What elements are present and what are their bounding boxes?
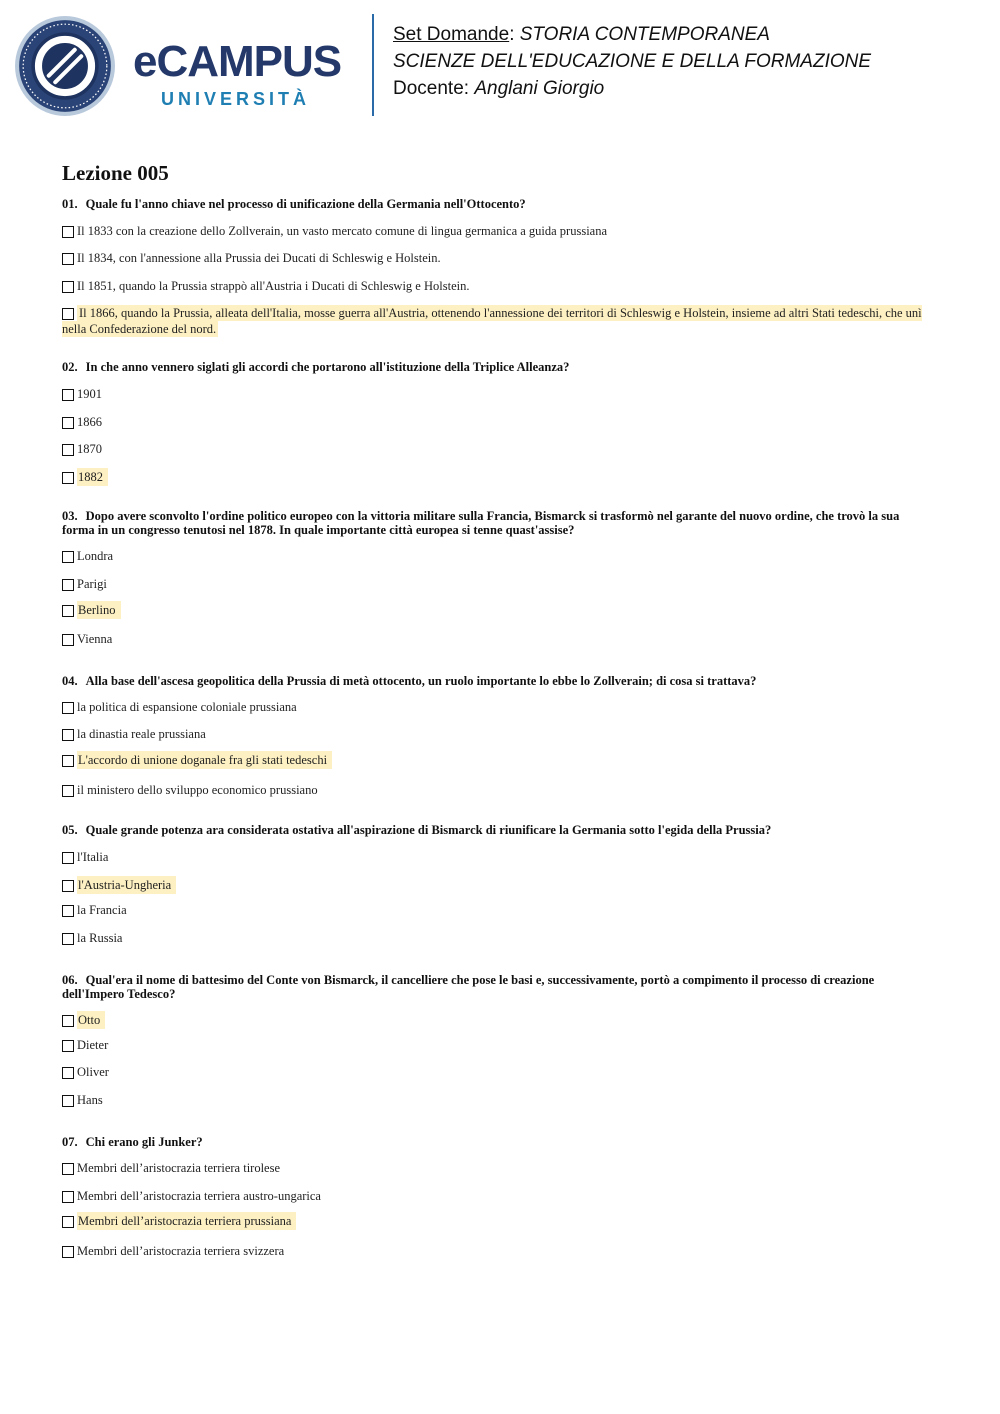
option-text: Il 1851, quando la Prussia strappò all'Austria i Ducati di Schleswig e Holstein. <box>77 279 470 293</box>
answer-option-correct[interactable] <box>62 603 932 618</box>
checkbox[interactable] <box>62 1015 74 1027</box>
checkbox[interactable] <box>62 253 74 265</box>
answer-option-correct[interactable] <box>62 1214 932 1229</box>
question-number: 05. <box>62 823 78 837</box>
answer-option[interactable] <box>62 903 932 918</box>
question-number: 03. <box>62 509 78 523</box>
answer-option[interactable] <box>62 442 932 457</box>
checkbox[interactable] <box>62 729 74 741</box>
question-text: Qual'era il nome di battesimo del Conte von Bismarck, il cancelliere che pose le basi e, successivamente, portò a compimento il processo di creazione dell'Impero Tedesco? <box>62 973 875 1001</box>
teacher-label: Docente: <box>393 78 470 99</box>
checkbox[interactable] <box>62 634 74 646</box>
option-text-highlighted: Berlino <box>77 601 121 619</box>
question-number: 07. <box>62 1135 78 1149</box>
checkbox[interactable] <box>62 1191 74 1203</box>
question-number: 06. <box>62 973 78 987</box>
option-text: Dieter <box>77 1038 109 1052</box>
checkbox[interactable] <box>62 1246 74 1258</box>
option-text: la Russia <box>77 931 123 945</box>
header-teacher-line <box>393 77 604 101</box>
checkbox[interactable] <box>62 551 74 563</box>
checkbox[interactable] <box>62 1216 74 1228</box>
checkbox[interactable] <box>62 308 74 320</box>
answer-option[interactable] <box>62 700 932 715</box>
answer-option-correct[interactable] <box>62 878 932 893</box>
brand-logo <box>133 38 357 114</box>
checkbox[interactable] <box>62 1163 74 1175</box>
answer-option[interactable] <box>62 1189 932 1204</box>
option-text-highlighted: Membri dell’aristocrazia terriera prussiana <box>77 1212 296 1230</box>
option-text: Membri dell’aristocrazia terriera svizzera <box>77 1244 285 1258</box>
brand-name: eCAMPUS <box>133 37 342 86</box>
option-text: Il 1834, con l'annessione alla Prussia dei Ducati di Schleswig e Holstein. <box>77 251 441 265</box>
answer-option[interactable] <box>62 632 932 647</box>
checkbox[interactable] <box>62 880 74 892</box>
checkbox[interactable] <box>62 933 74 945</box>
university-seal-logo <box>14 15 116 117</box>
checkbox[interactable] <box>62 905 74 917</box>
header-course <box>393 50 871 74</box>
set-value: STORIA CONTEMPORANEA <box>519 24 770 45</box>
option-text: Il 1833 con la creazione dello Zollverain, un vasto mercato comune di lingua germanica a guida prussiana <box>77 224 608 238</box>
course-name: SCIENZE DELL'EDUCAZIONE E DELLA FORMAZIONE <box>393 51 872 72</box>
answer-option[interactable] <box>62 549 932 564</box>
answer-option[interactable] <box>62 224 932 239</box>
question-text: Quale fu l'anno chiave nel processo di unificazione della Germania nell'Ottocento? <box>85 197 526 211</box>
answer-option[interactable] <box>62 279 932 294</box>
option-text: Membri dell’aristocrazia terriera tirolese <box>77 1161 281 1175</box>
answer-option[interactable] <box>62 577 932 592</box>
brand-subtitle: UNIVERSITÀ <box>161 89 311 109</box>
option-text: Oliver <box>77 1065 109 1079</box>
checkbox[interactable] <box>62 755 74 767</box>
question-04 <box>62 675 922 689</box>
checkbox[interactable] <box>62 852 74 864</box>
checkbox[interactable] <box>62 605 74 617</box>
set-label: Set Domande <box>393 24 510 45</box>
lesson-title: Lezione 005 <box>62 161 169 185</box>
option-text-highlighted: l'Austria-Ungheria <box>77 876 176 894</box>
option-text: Membri dell’aristocrazia terriera austro-ungarica <box>77 1189 321 1203</box>
answer-option[interactable] <box>62 387 932 402</box>
question-01 <box>62 198 922 212</box>
option-text-highlighted: Il 1866, quando la Prussia, alleata dell'Italia, mosse guerra all'Austria, ottenendo l'annessione dei territori di Schleswig e Holstein, insieme ad altri Stati tedeschi, che unì nella Confederazione del nord. <box>62 306 922 336</box>
question-03 <box>62 510 922 537</box>
answer-option[interactable] <box>62 1065 932 1080</box>
checkbox[interactable] <box>62 1095 74 1107</box>
question-02 <box>62 361 922 375</box>
option-text: Vienna <box>77 632 113 646</box>
checkbox[interactable] <box>62 579 74 591</box>
answer-option[interactable] <box>62 783 932 798</box>
option-text: Hans <box>77 1093 103 1107</box>
option-text: la dinastia reale prussiana <box>77 727 206 741</box>
option-text-highlighted: L'accordo di unione doganale fra gli stati tedeschi <box>77 751 332 769</box>
answer-option-correct[interactable] <box>62 1013 932 1028</box>
answer-option[interactable] <box>62 931 932 946</box>
option-text: la politica di espansione coloniale prussiana <box>77 700 297 714</box>
checkbox[interactable] <box>62 702 74 714</box>
answer-option-correct[interactable] <box>62 470 932 485</box>
page-header <box>0 0 1000 130</box>
question-05 <box>62 824 922 838</box>
option-text: 1901 <box>77 387 102 401</box>
checkbox[interactable] <box>62 389 74 401</box>
question-text: Chi erano gli Junker? <box>85 1135 203 1149</box>
answer-option-correct[interactable] <box>62 753 932 768</box>
checkbox[interactable] <box>62 1040 74 1052</box>
question-07 <box>62 1136 922 1150</box>
option-text: Londra <box>77 549 114 563</box>
answer-option[interactable] <box>62 1161 932 1176</box>
checkbox[interactable] <box>62 417 74 429</box>
answer-option[interactable] <box>62 1244 932 1259</box>
answer-option[interactable] <box>62 415 932 430</box>
answer-option-correct[interactable] <box>62 306 932 337</box>
checkbox[interactable] <box>62 785 74 797</box>
option-text: 1866 <box>77 415 102 429</box>
question-text: Quale grande potenza ara considerata ostativa all'aspirazione di Bismarck di riunificare la Germania sotto l'egida della Prussia? <box>85 823 772 837</box>
option-text-highlighted: 1882 <box>77 468 108 486</box>
question-text: Alla base dell'ascesa geopolitica della Prussia di metà ottocento, un ruolo importante lo ebbe lo Zollverain; di cosa si trattava? <box>85 674 757 688</box>
question-number: 02. <box>62 360 78 374</box>
question-text: Dopo avere sconvolto l'ordine politico europeo con la vittoria militare sulla Francia, Bismarck si trasformò nel garante del nuovo ordine, che trovò la sua forma in un congresso tenutosi nel 1878. In quale importante città europea si tenne quast'assise? <box>62 509 900 537</box>
question-text: In che anno vennero siglati gli accordi che portarono all'istituzione della Triplice Alleanza? <box>85 360 570 374</box>
option-text: l'Italia <box>77 850 109 864</box>
option-text: 1870 <box>77 442 102 456</box>
header-divider <box>372 14 374 116</box>
teacher-name: Anglani Giorgio <box>474 78 605 99</box>
checkbox[interactable] <box>62 226 74 238</box>
answer-option[interactable] <box>62 1038 932 1053</box>
option-text: Parigi <box>77 577 107 591</box>
option-text: la Francia <box>77 903 127 917</box>
checkbox[interactable] <box>62 472 74 484</box>
checkbox[interactable] <box>62 1067 74 1079</box>
answer-option[interactable] <box>62 727 932 742</box>
checkbox[interactable] <box>62 281 74 293</box>
question-number: 04. <box>62 674 78 688</box>
checkbox[interactable] <box>62 444 74 456</box>
option-text-highlighted: Otto <box>77 1011 105 1029</box>
question-number: 01. <box>62 197 78 211</box>
question-06 <box>62 974 922 1001</box>
header-set-line: Set Domande: STORIA CONTEMPORANEA <box>393 24 770 45</box>
answer-option[interactable] <box>62 1093 932 1108</box>
option-text: il ministero dello sviluppo economico prussiano <box>77 783 318 797</box>
answer-option[interactable] <box>62 251 932 266</box>
answer-option[interactable] <box>62 850 932 865</box>
